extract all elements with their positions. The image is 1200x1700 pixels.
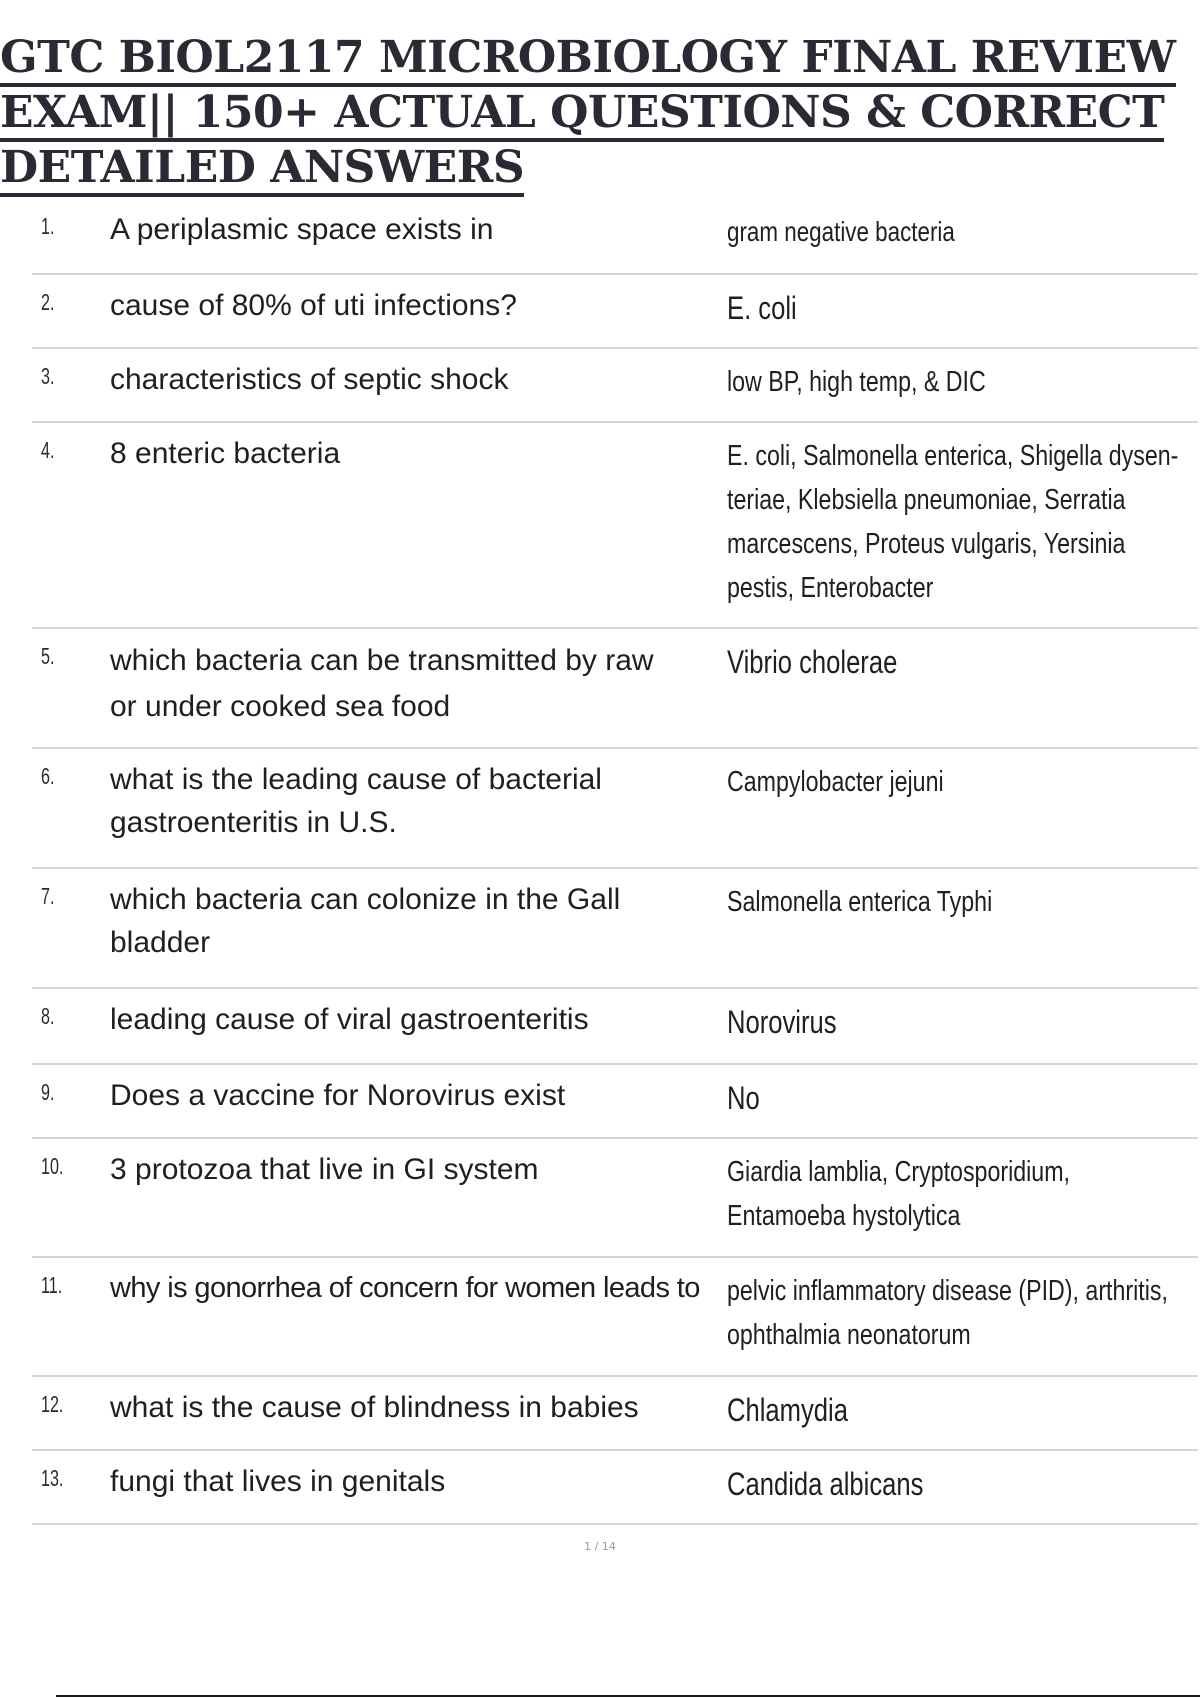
page-bottom-divider	[56, 1695, 1200, 1697]
qa-question: what is the leading cause of bacterial gastroenteritis in U.S.	[110, 763, 602, 839]
qa-answer: E. coli	[727, 290, 797, 326]
qa-number: 7.	[41, 883, 55, 909]
qa-answer: gram negative bacteria	[727, 216, 955, 247]
page-title-line-3: DETAILED ANSWERS	[0, 142, 524, 197]
qa-answer: Vibrio cholerae	[727, 644, 898, 680]
qa-number: 9.	[41, 1079, 55, 1105]
qa-question: what is the cause of blindness in babies	[110, 1391, 639, 1424]
qa-question: 3 protozoa that live in GI system	[110, 1153, 539, 1186]
qa-row	[32, 1258, 1198, 1377]
qa-row	[32, 1139, 1198, 1258]
qa-answer: low BP, high temp, & DIC	[727, 366, 986, 398]
qa-number: 12.	[41, 1391, 64, 1417]
qa-question: cause of 80% of uti infections?	[110, 289, 517, 322]
page-title-line-1: GTC BIOL2117 MICROBIOLOGY FINAL REVIEW	[0, 32, 1176, 87]
qa-question: 8 enteric bacteria	[110, 437, 341, 470]
qa-answer: Chlamydia	[727, 1392, 848, 1428]
qa-question: leading cause of viral gastroenteritis	[110, 1003, 589, 1036]
qa-row	[32, 275, 1198, 349]
qa-row	[32, 1377, 1198, 1451]
qa-question: which bacteria can be transmitted by raw or under cooked sea food	[110, 644, 654, 723]
qa-number: 3.	[41, 363, 55, 389]
qa-question: which bacteria can colonize in the Gall bladder	[110, 883, 621, 959]
qa-question: A periplasmic space exists in	[110, 213, 494, 246]
qa-number: 5.	[41, 643, 55, 669]
qa-answer: Giardia lamblia, Cryptosporidium, Entamoeba hystolytica	[727, 1156, 1070, 1232]
qa-answer: E. coli, Salmonella enterica, Shigella dysen-teriae, Klebsiella pneumoniae, Serratia marcescens, Proteus vulgaris, Yersinia pestis, Enterobacter	[727, 440, 1179, 604]
qa-row	[32, 1065, 1198, 1139]
qa-row	[32, 989, 1198, 1065]
qa-answer: Candida albicans	[727, 1466, 924, 1502]
qa-number: 4.	[41, 437, 55, 463]
qa-row	[32, 869, 1198, 989]
qa-question: Does a vaccine for Norovirus exist	[110, 1079, 566, 1112]
qa-row	[32, 749, 1198, 869]
qa-number: 11.	[41, 1272, 63, 1298]
qa-answer: No	[727, 1080, 760, 1116]
qa-question: fungi that lives in genitals	[110, 1465, 446, 1498]
qa-row	[32, 423, 1198, 629]
qa-number: 1.	[41, 213, 55, 239]
qa-row	[32, 199, 1198, 275]
qa-answer: Norovirus	[727, 1004, 837, 1040]
qa-answer: pelvic inflammatory disease (PID), arthritis, ophthalmia neonatorum	[727, 1275, 1168, 1351]
qa-question: why is gonorrhea of concern for women leads to	[110, 1272, 700, 1304]
qa-number: 13.	[41, 1465, 64, 1491]
page-title-line-2: EXAM|| 150+ ACTUAL QUESTIONS & CORRECT	[0, 87, 1164, 142]
qa-row	[32, 1451, 1198, 1525]
qa-question: characteristics of septic shock	[110, 363, 509, 396]
qa-number: 6.	[41, 763, 55, 789]
qa-answer: Campylobacter jejuni	[727, 766, 944, 798]
qa-number: 8.	[41, 1003, 55, 1029]
qa-number: 2.	[41, 289, 55, 315]
page-number: 1 / 14	[584, 1540, 616, 1553]
qa-number: 10.	[41, 1153, 64, 1179]
qa-row	[32, 629, 1198, 749]
qa-list	[32, 199, 1198, 1525]
qa-row	[32, 349, 1198, 423]
qa-answer: Salmonella enterica Typhi	[727, 886, 993, 918]
page-title	[0, 30, 1200, 195]
